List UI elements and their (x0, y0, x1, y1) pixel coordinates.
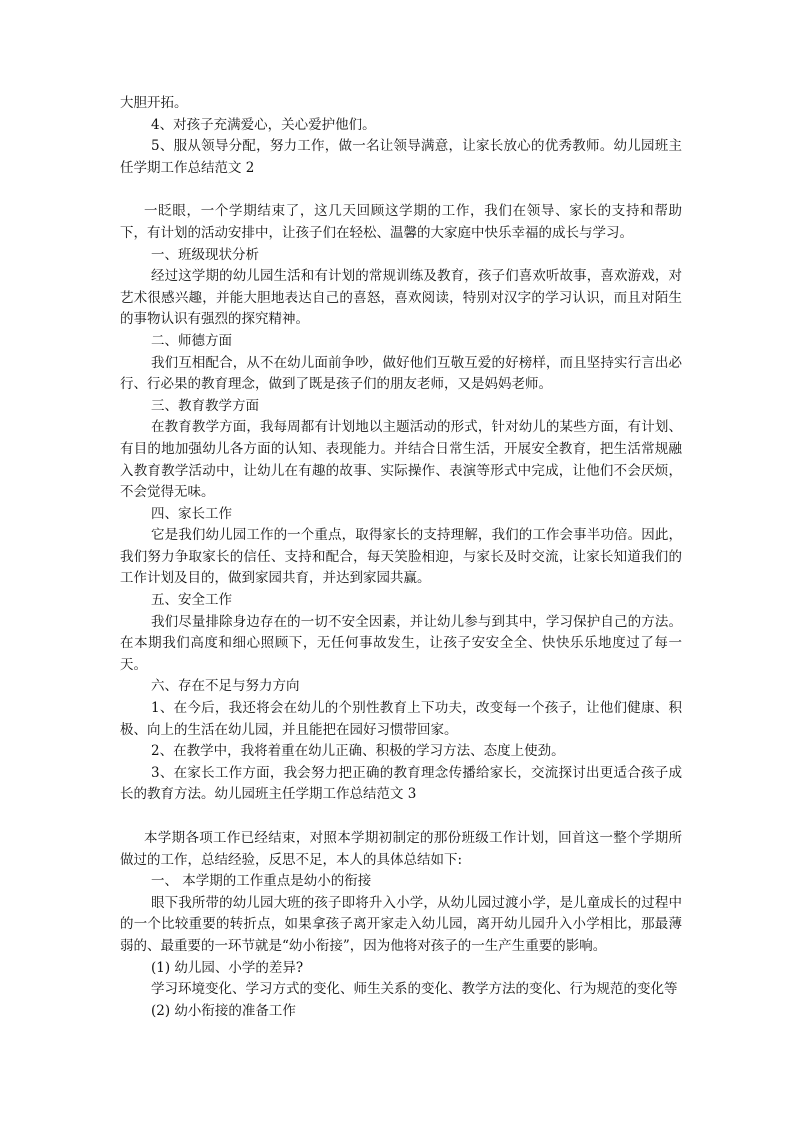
list-item-2: 2、在教学中，我将着重在幼儿正确、积极的学习方法、态度上使劲。 (151, 743, 565, 760)
heading-parents: 四、家长工作 (151, 505, 232, 522)
subheading-preparation: (2) 幼小衔接的准备工作 (151, 1002, 296, 1019)
section-gap (120, 179, 682, 201)
list-item-4: 4、对孩子充满爱心，关心爱护他们。 (151, 116, 376, 133)
heading-shortcomings: 六、存在不足与努力方向 (151, 678, 300, 695)
heading-teaching: 三、教育教学方面 (151, 397, 259, 414)
paragraph-teacher-ethics: 我们互相配合，从不在幼儿面前争吵，做好他们互敬互爱的好榜样，而且坚持实行言出必行、行必果的教育理念，做到了既是孩子们的朋友老师，又是妈妈老师。 (120, 354, 682, 393)
subheading-differences: (1) 幼儿园、小学的差异? (151, 959, 304, 976)
paragraph-parents: 它是我们幼儿园工作的一个重点，取得家长的支持理解，我们的工作会事半功倍。因此，我们努力争取家长的信任、支持和配合，每天笑脸相迎，与家长及时交流，让家长知道我们的工作计划及目的，做到家园共育，并达到家园共赢。 (120, 527, 682, 587)
list-item-5: 5、服从领导分配，努力工作，做一名让领导满意，让家长放心的优秀教师。幼儿园班主任学期工作总结范文 2 (120, 138, 682, 176)
list-item-3: 3、在家长工作方面，我会努力把正确的教育理念传播给家长，交流探讨出更适合孩子成长的教育方法。幼儿园班主任学期工作总结范文 3 (120, 764, 682, 803)
paragraph-continuation: 大胆开拓。 (120, 95, 188, 111)
paragraph-safety: 我们尽量排除身边存在的一切不安全因素，并让幼儿参与到其中，学习保护自己的方法。在本期我们高度和细心照顾下，无任何事故发生，让孩子安安全全、快快乐乐地度过了每一天。 (120, 613, 682, 673)
heading-safety: 五、安全工作 (151, 592, 232, 609)
heading-class-status: 一、班级现状分析 (151, 246, 259, 263)
list-item-1: 1、在今后，我还将会在幼儿的个别性教育上下功夫，改变每一个孩子，让他们健康、积极、向上的生活在幼儿园，并且能把在园好习惯带回家。 (120, 700, 682, 738)
paragraph-transition: 眼下我所带的幼儿园大班的孩子即将升入小学，从幼儿园过渡小学，是儿童成长的过程中的一个比较重要的转折点，如果拿孩子离开家走入幼儿园，离开幼儿园升入小学相比，那最薄弱的、最重要的一环节就是“幼小衔接”，因为他将对孩子的一生产生重要的影响。 (120, 894, 682, 954)
heading-teacher-ethics: 二、师德方面 (151, 332, 232, 349)
section-gap (120, 806, 682, 828)
paragraph-teaching: 在教育教学方面，我每周都有计划地以主题活动的形式，针对幼儿的某些方面，有计划、有目的地加强幼儿各方面的认知、表现能力。并结合日常生活，开展安全教育，把生活常规融入教育教学活动中，让幼儿在有趣的故事、实际操作、表演等形式中完成，让他们不会厌烦，不会觉得无味。 (120, 419, 682, 501)
document-page (120, 93, 682, 1022)
paragraph-differences: 学习环境变化、学习方式的变化、师生关系的变化、教学方法的变化、行为规范的变化等 (151, 981, 678, 998)
paragraph-class-status: 经过这学期的幼儿园生活和有计划的常规训练及教育，孩子们喜欢听故事，喜欢游戏，对艺术很感兴趣，并能大胆地表达自己的喜怒，喜欢阅读，特别对汉字的学习认识，而且对陌生的事物认识有强烈的探究精神。 (120, 268, 682, 328)
intro-paragraph-3: 本学期各项工作已经结束，对照本学期初制定的那份班级工作计划，回首这一整个学期所做过的工作，总结经验，反思不足，本人的具体总结如下: (120, 830, 682, 868)
intro-paragraph-2: 一眨眼，一个学期结束了，这几天回顾这学期的工作，我们在领导、家长的支持和帮助下，有计划的活动安排中，让孩子们在轻松、温馨的大家庭中快乐幸福的成长与学习。 (120, 203, 682, 241)
heading-transition: 一、 本学期的工作重点是幼小的衔接 (151, 873, 372, 890)
